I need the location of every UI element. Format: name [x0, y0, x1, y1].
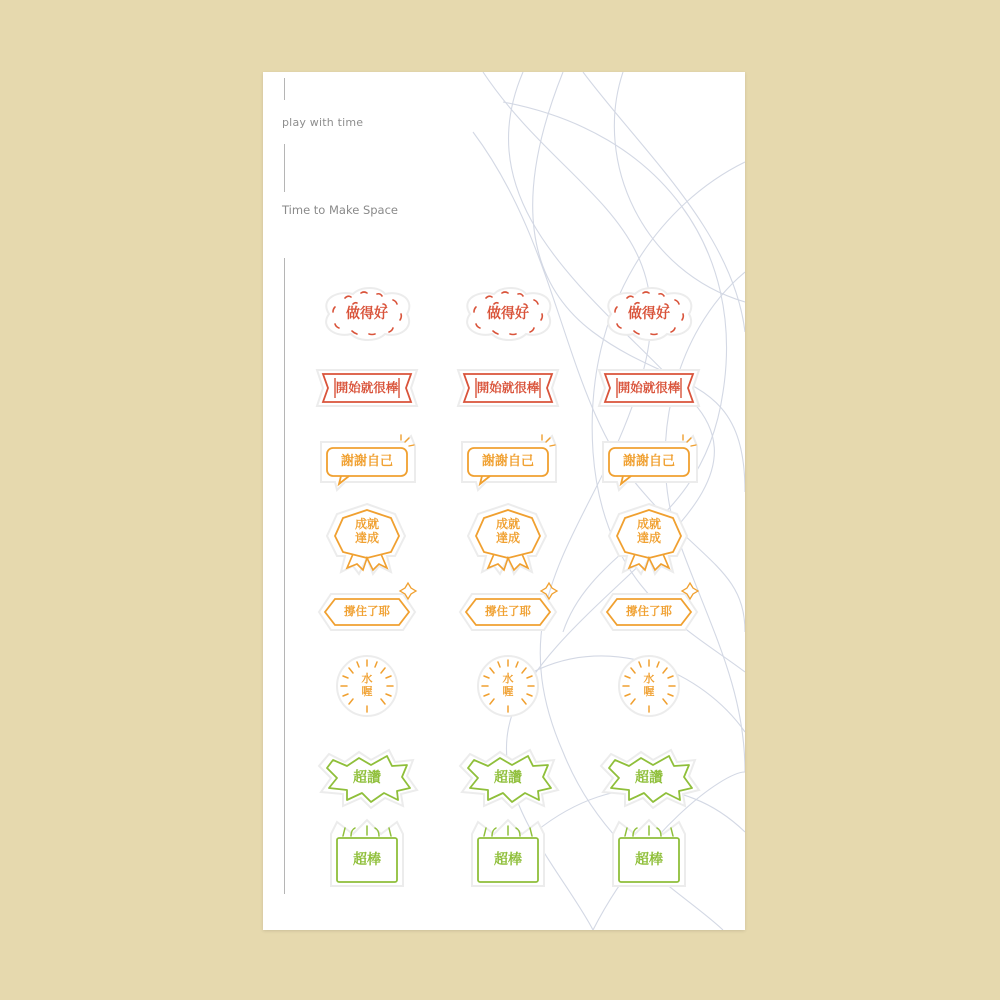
sticker-flower-cloud: [315, 284, 419, 344]
sticker-speech-bubble: [315, 432, 419, 492]
sticker-medal-badge: [456, 508, 560, 568]
sticker-speech-bubble: [597, 432, 701, 492]
sticker-text: 超讚: [635, 769, 663, 786]
sticker-flower-cloud: [597, 284, 701, 344]
sticker-text: 超讚: [494, 769, 522, 786]
sticker-octagon-tag: [315, 582, 419, 642]
sticker-crown-sign: [315, 824, 419, 884]
sticker-crown-sign: [456, 824, 560, 884]
sticker-text: 撐住了耶: [626, 604, 672, 619]
sticker-text: 成就 達成: [495, 517, 520, 545]
divider-tick: [284, 78, 285, 100]
sticker-ribbon-banner: [456, 358, 560, 418]
sticker-text: 做得好: [346, 305, 388, 322]
sticker-text: 超讚: [353, 769, 381, 786]
sticker-text: 做得好: [628, 305, 670, 322]
sticker-text: 開始就很棒: [617, 379, 681, 395]
sticker-text: 超棒: [353, 851, 381, 868]
sticker-flower-cloud: [456, 284, 560, 344]
sticker-text: 開始就很棒: [335, 379, 399, 395]
sticker-text: 撐住了耶: [344, 604, 390, 619]
sticker-sun-burst: [456, 656, 560, 716]
sticker-text: 成就 達成: [354, 517, 379, 545]
divider-line: [284, 258, 285, 894]
sticker-text: 超棒: [494, 851, 522, 868]
sticker-burst-bubble: [597, 748, 701, 808]
sticker-medal-badge: [315, 508, 419, 568]
sticker-text: 超棒: [635, 851, 663, 868]
sticker-crown-sign: [597, 824, 701, 884]
sticker-ribbon-banner: [597, 358, 701, 418]
sticker-text: 水 喔: [502, 672, 514, 698]
brand-label: play with time: [282, 116, 364, 129]
sticker-text: 謝謝自己: [622, 453, 675, 469]
sticker-text: 開始就很棒: [476, 379, 540, 395]
sticker-text: 成就 達成: [636, 517, 661, 545]
sticker-burst-bubble: [315, 748, 419, 808]
sticker-sheet: [263, 72, 745, 930]
sticker-burst-bubble: [456, 748, 560, 808]
sticker-speech-bubble: [456, 432, 560, 492]
sticker-text: 謝謝自己: [481, 453, 534, 469]
sticker-octagon-tag: [456, 582, 560, 642]
divider-tick: [284, 144, 285, 192]
sticker-text: 水 喔: [361, 672, 373, 698]
sticker-text: 水 喔: [643, 672, 655, 698]
series-title: Time to Make Space: [282, 203, 398, 217]
sticker-octagon-tag: [597, 582, 701, 642]
sticker-text: 謝謝自己: [340, 453, 393, 469]
sticker-text: 做得好: [487, 305, 529, 322]
sticker-sun-burst: [597, 656, 701, 716]
sticker-ribbon-banner: [315, 358, 419, 418]
sticker-sun-burst: [315, 656, 419, 716]
sticker-text: 撐住了耶: [485, 604, 531, 619]
sticker-medal-badge: [597, 508, 701, 568]
